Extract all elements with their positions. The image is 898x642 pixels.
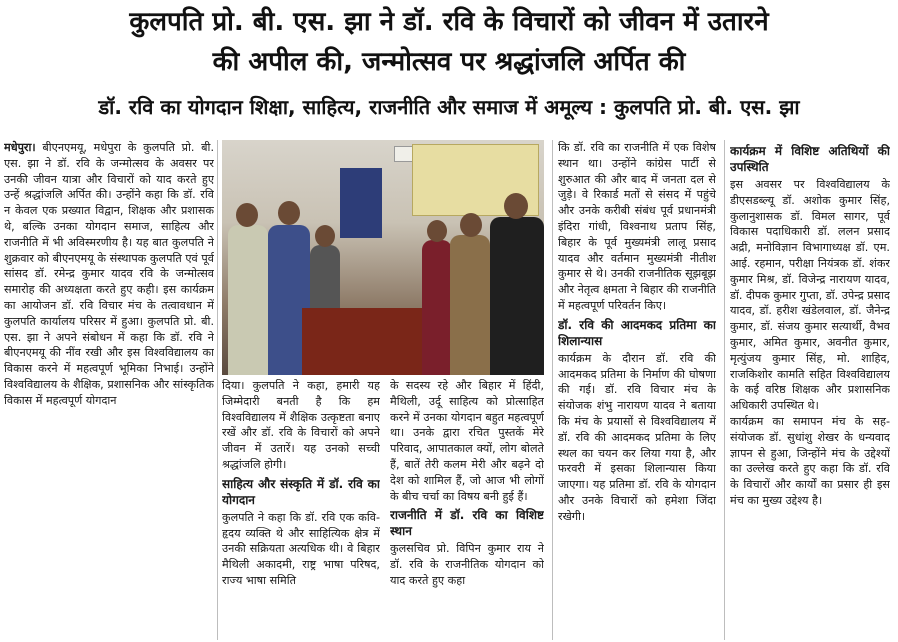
column-1-text: बीएनएमयू, मधेपुरा के कुलपति प्रो. बी. एस. झा ने डॉ. रवि के जन्मोत्सव के अवसर पर उनकी जीवन यात्रा और विचारों को याद करते हुए उन्हें श्रद्धांजलि अर्पित की। उन्होंने कहा कि डॉ. रवि न केवल एक प्रख्यात विद्वान, शिक्षक और प्रशासक थे, बल्कि उनका योगदान समाज, साहित्य और राजनीति में भी अविस्मरणीय है। यह बात कुलपति ने शुक्रवार को बीएनएमयू के संस्थापक कुलपति एवं पूर्व सांसद डॉ. रमेन्द्र कुमार यादव रवि के जन्मोत्सव समारोह की अध्यक्षता करते हुए कही। इस कार्यक्रम का आयोजन डॉ. रवि विचार मंच के तत्वावधान में कुलपति कार्यालय परिसर में हुआ। कुलपति प्रो. बी. एस. झा ने अपने संबोधन में कहा कि डॉ. रवि ने बीएनएमयू की नींव रखी और इस विश्वविद्यालय का विकास करने में महत्वपूर्ण भूमिका निभाई। उन्होंने विश्वविद्यालय के शैक्षिक, प्रशासनिक और सांस्कृतिक विकास में महत्वपूर्ण योगदान <box>4 141 214 407</box>
photo-person <box>490 217 544 375</box>
dateline: मधेपुरा। <box>4 141 36 154</box>
photo-person <box>450 235 490 375</box>
column-5-paragraph-1: इस अवसर पर विश्वविद्यालय के डीएसडब्ल्यू डॉ. अशोक कुमार सिंह, कुलानुशासक डॉ. विमल सागर, पूर्व विकास पदाधिकारी डॉ. ललन प्रसाद अद्री, मनोविज्ञान विभागाध्यक्ष डॉ. एम. आई. रहमान, परीक्षा नियंत्रक डॉ. शंकर कुमार मिश्र, डॉ. विजेन्द्र नारायण यादव, डॉ. दीपक कुमार गुप्ता, डॉ. उपेन्द्र प्रसाद यादव, डॉ. हरीश खंडेलवाल, डॉ. जैनेन्द्र कुमार, डॉ. संजय कुमार सत्यार्थी, वैभव कुमार, अमित कुमार, अवनीत कुमार, मृत्युंजय कुमार सिंह, मो. शाहिद, राजकिशोर कामति सहित विश्वविद्यालय के कई वरिष्ठ शिक्षक और प्रशासनिक अधिकारी उपस्थित थे। <box>730 178 890 413</box>
photo-person <box>422 240 452 375</box>
column-4-paragraph-1: कि डॉ. रवि का राजनीति में एक विशेष स्थान था। उन्होंने कांग्रेस पार्टी से शुरुआत की और बाद में जनता दल से जुड़े। वे रिकार्ड मतों से संसद में पहुंचे और उनके करीबी संबंध पूर्व प्रधानमंत्री इंदिरा गांधी, विश्वनाथ प्रताप सिंह, बिहार के पूर्व मुख्यमंत्री लालू प्रसाद यादव और वर्तमान मुख्यमंत्री नीतीश कुमार से थे। उनकी राजनीतिक सूझबूझ और नेतृत्व क्षमता ने बिहार की राजनीति में महत्वपूर्ण परिवर्तन किए। <box>558 141 716 312</box>
column-2-subhead: साहित्य और संस्कृति में डॉ. रवि का योगदान <box>222 476 380 507</box>
column-2-paragraph-1: दिया। कुलपति ने कहा, हमारी यह जिम्मेदारी बनती है कि हम विश्वविद्यालय में शैक्षिक उत्कृष्टता बनाए रखें और डॉ. रवि के विचारों को अपने जीवन में उतारें। यह उनको सच्ची श्रद्धांजलि होगी। <box>222 379 380 471</box>
article-column-4 <box>558 140 716 525</box>
column-divider <box>552 140 553 640</box>
column-5-paragraph-2: कार्यक्रम का समापन मंच के सह-संयोजक डॉ. सुधांशु शेखर के धन्यवाद ज्ञापन से हुआ, जिन्होंने मंच के उद्देश्यों का उल्लेख करते हुए कहा कि डॉ. रवि के विचारों और कार्यों का प्रसार ही इस मंच का मुख्य उद्देश्य है। <box>730 414 890 507</box>
photo-person <box>228 225 268 375</box>
headline-line-1: कुलपति प्रो. बी. एस. झा ने डॉ. रवि के विचारों को जीवन में उतारने <box>129 7 769 37</box>
article-column-3 <box>390 378 544 589</box>
column-divider <box>217 140 218 640</box>
article-column-2 <box>222 378 380 589</box>
column-4-subhead: डॉ. रवि की आदमकद प्रतिमा का शिलान्यास <box>558 317 716 348</box>
article-column-5 <box>730 140 890 509</box>
headline-line-2: की अपील की, जन्मोत्सव पर श्रद्धांजलि अर्पित की <box>212 47 686 77</box>
event-photo <box>222 140 544 375</box>
column-3-subhead: राजनीति में डॉ. रवि का विशिष्ट स्थान <box>390 508 544 539</box>
column-2-paragraph-2: कुलपति ने कहा कि डॉ. रवि एक कवि-हृदय व्यक्ति थे और साहित्यिक क्षेत्र में उनकी सक्रियता अत्यधिक थी। वे बिहार मैथिली अकादमी, राष्ट्र भाषा परिषद, राज्य भाषा समिति <box>222 510 380 587</box>
column-4-paragraph-2: कार्यक्रम के दौरान डॉ. रवि की आदमकद प्रतिमा के निर्माण की घोषणा की गई। डॉ. रवि विचार मंच के संयोजक शंभु नारायण यादव ने बताया कि मंच के प्रयासों से विश्वविद्यालय में डॉ. रवि की आदमकद प्रतिमा के लिए स्थल का चयन कर लिया गया है, और फरवरी में इसका शिलान्यास किया जाएगा। यह प्रतिमा डॉ. रवि के योगदान और उनके विचारों को हमेशा जिंदा रखेगी। <box>558 351 716 523</box>
column-3-paragraph-2: कुलसचिव प्रो. विपिन कुमार राय ने डॉ. रवि के राजनीतिक योगदान को याद करते हुए कहा <box>390 542 544 587</box>
article-column-1 <box>4 140 214 409</box>
column-3-paragraph-1: के सदस्य रहे और बिहार में हिंदी, मैथिली, उर्दू साहित्य को प्रोत्साहित करने में उनका योगदान बहुत महत्वपूर्ण था। उनके द्वारा रचित पुस्तकें मेरे परिवाद, आपातकाल क्यों, लोग बोलते हैं, बातें तेरी कलम मेरी और बढ़ने दो देश को शामिल हैं, जो आज भी लोगों के बीच चर्चा का विषय बनी हुई हैं। <box>390 379 544 503</box>
column-5-subhead: कार्यक्रम में विशिष्ट अतिथियों की उपस्थिति <box>730 144 890 174</box>
photo-curtain <box>340 168 382 238</box>
subheadline: डॉ. रवि का योगदान शिक्षा, साहित्य, राजनीति और समाज में अमूल्य : कुलपति प्रो. बी. एस. झा <box>98 95 800 119</box>
column-divider <box>724 140 725 640</box>
